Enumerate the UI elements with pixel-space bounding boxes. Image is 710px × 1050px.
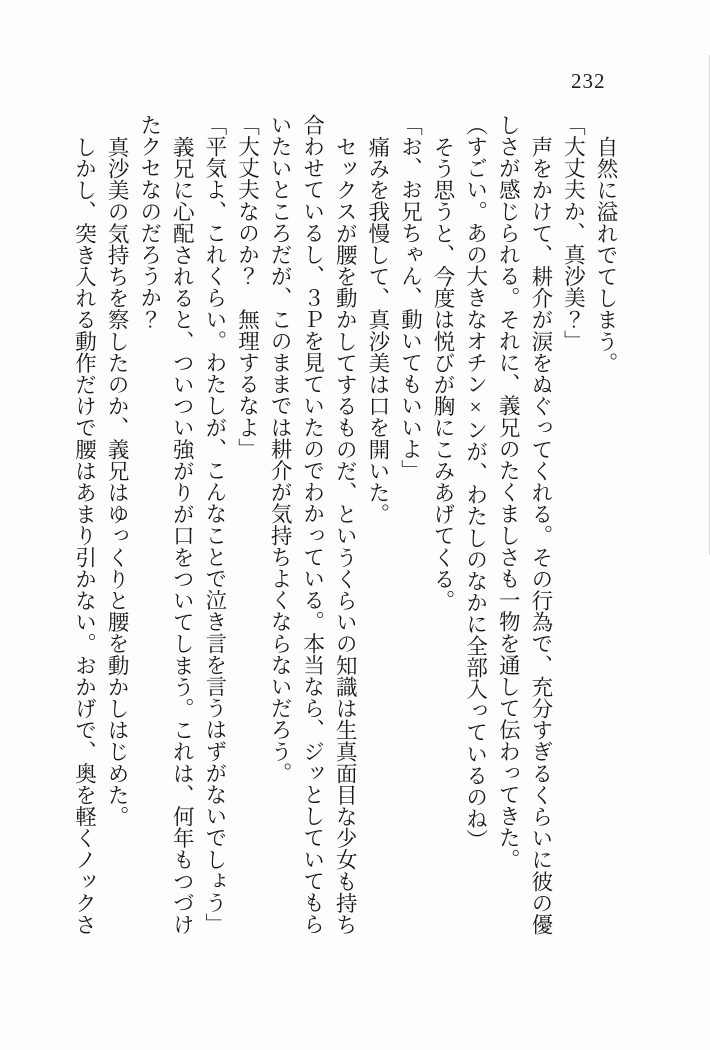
paragraph: 真沙美の気持ちを察したのか、義兄はゆっくりと腰を動かしはじめた。 xyxy=(105,135,130,827)
paragraph: 義兄に心配されると、ついつい強がりが口をついてしまう。これは、何年もつづけたクセなのだろうか？ xyxy=(137,114,195,935)
paragraph: 「平気よ、これくらい。わたしが、こんなことで泣き言を言うはずがないでしょう」 xyxy=(202,114,227,935)
paragraph: 痛みを我慢して、真沙美は口を開いた。 xyxy=(365,135,390,525)
paragraph: しかし、突き入れる動作だけで腰はあまり引かない。おかげで、奥を軽くノックさ xyxy=(72,135,97,935)
paragraph: 「大丈夫なのか？ 無理するなよ」 xyxy=(235,114,260,460)
paragraph: そう思うと、今度は悦びが胸にこみあげてくる。 xyxy=(431,135,456,611)
paragraph: セックスが腰を動かしてするものだ、というくらいの知識は生真面目な少女も持ち合わせているし、３Ｐを見ていたのでわかっている。本当なら、ジッとしていてもらいたいところだが、このままでは耕介が気持ちよくならないだろう。 xyxy=(268,114,358,935)
paragraph: 「大丈夫か、真沙美？」 xyxy=(561,114,586,352)
paragraph: 自然に溢れでてしまう。 xyxy=(594,135,618,374)
text-columns xyxy=(68,114,622,940)
paragraph: 声をかけて、耕介が涙をぬぐってくれる。その行為で、充分すぎるくらいに彼の優しさが感じられる。それに、義兄のたくましさも一物を通して伝わってきた。 xyxy=(496,114,553,935)
page-number: 232 xyxy=(571,69,606,93)
paragraph: （すごい。あの大きなオチン×ンが、わたしのなかに全部入っているのね） xyxy=(463,114,488,851)
paragraph: 「お、お兄ちゃん、動いてもいいよ」 xyxy=(398,114,423,482)
